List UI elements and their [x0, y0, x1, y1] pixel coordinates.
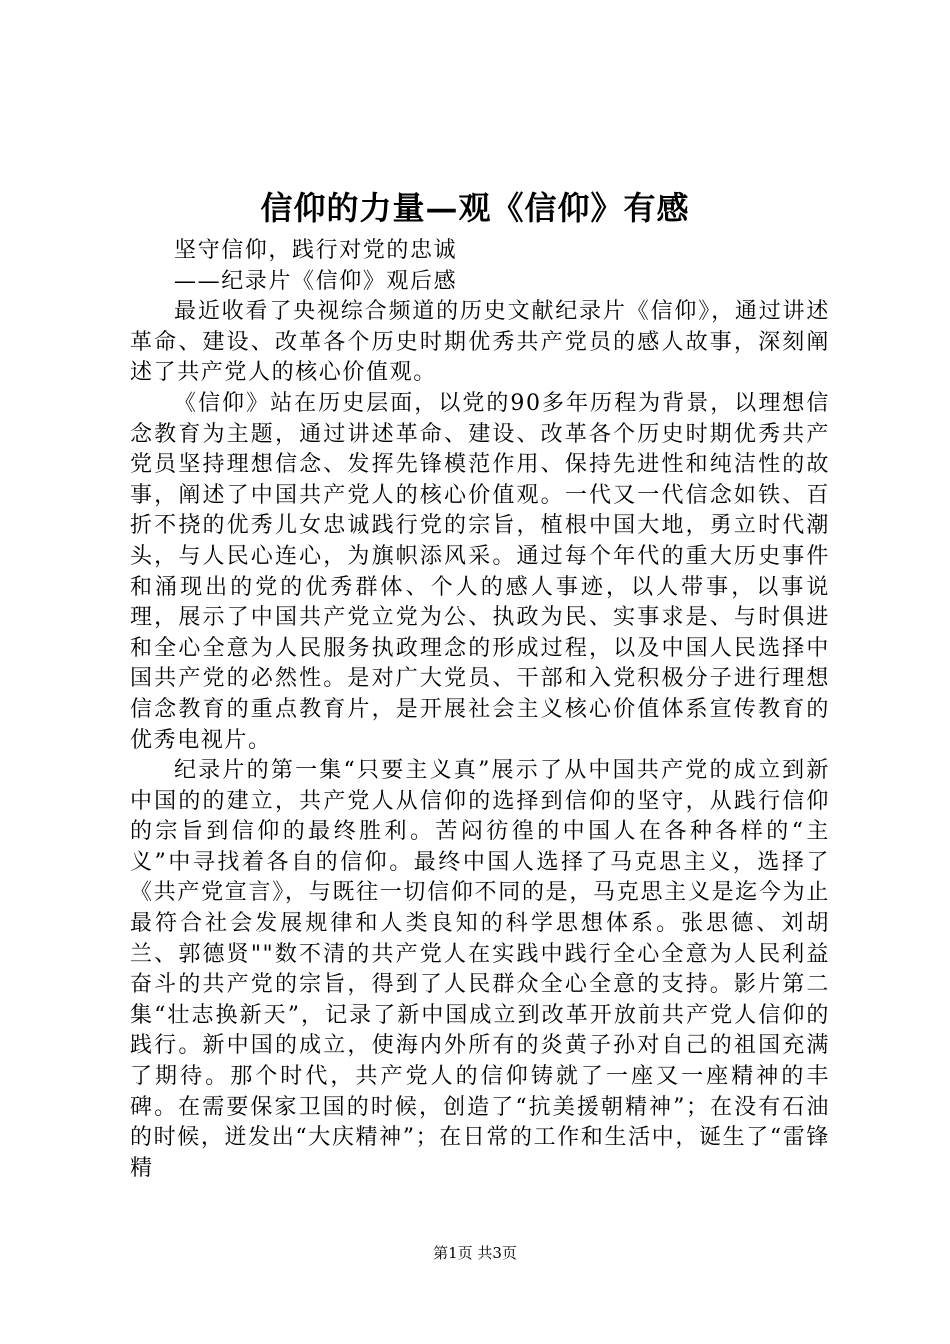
subtitle-line: 坚守信仰，践行对党的忠诚	[174, 238, 458, 263]
paragraph-episodes: 纪录片的第一集“只要主义真”展示了从中国共产党的成立到新中国的的建立，共产党人从信仰的选择到信仰的坚守，从践行信仰的宗旨到信仰的最终胜利。苦闷彷徨的中国人在各种各样的“主义”中寻找着各自的信仰。最终中国人选择了马克思主义，选择了《共产党宣言》，与既往一切信仰不同的是，马克思主义是迄今为止最符合社会发展规律和人类良知的科学思想体系。张思德、刘胡兰、郭德贤""数不清的共产党人在实践中践行全心全意为人民利益奋斗的共产党的宗旨，得到了人民群众全心全意的支持。影片第二集“壮志换新天”，记录了新中国成立到改革开放前共产党人信仰的践行。新中国的成立，使海内外所有的炎黄子孙对自己的祖国充满了期待。那个时代，共产党人的信仰铸就了一座又一座精神的丰碑。在需要保家卫国的时候，创造了“抗美援朝精神”；在没有石油的时候，迸发出“大庆精神”；在日常的工作和生活中，诞生了“雷锋精	[130, 758, 830, 1181]
page-number-footer: 第1页 共3页	[433, 1244, 517, 1262]
subtitle-source-line: ——纪录片《信仰》观后感	[174, 268, 458, 294]
paragraph-overview: 《信仰》站在历史层面，以党的90多年历程为背景，以理想信念教育为主题，通过讲述革命、建设、改革各个历史时期优秀共产党员坚持理想信念、发挥先锋模范作用、保持先进性和纯洁性的故事，阐述了中国共产党人的核心价值观。一代又一代信念如铁、百折不挠的优秀儿女忠诚践行党的宗旨，植根中国大地，勇立时代潮头，与人民心连心，为旗帜添风采。通过每个年代的重大历史事件和涌现出的党的优秀群体、个人的感人事迹，以人带事，以事说理，展示了中国共产党立党为公、执政为民、实事求是、与时俱进和全心全意为人民服务执政理念的形成过程，以及中国人民选择中国共产党的必然性。是对广大党员、干部和入党积极分子进行理想信念教育的重点教育片，是开展社会主义核心价值体系宣传教育的优秀电视片。	[130, 390, 830, 753]
document-body	[130, 236, 830, 1184]
document-title: 信仰的力量—观《信仰》有感	[260, 189, 690, 227]
paragraph-intro: 最近收看了央视综合频道的历史文献纪录片《信仰》，通过讲述革命、建设、改革各个历史时期优秀共产党员的感人故事，深刻阐述了共产党人的核心价值观。	[130, 299, 830, 386]
